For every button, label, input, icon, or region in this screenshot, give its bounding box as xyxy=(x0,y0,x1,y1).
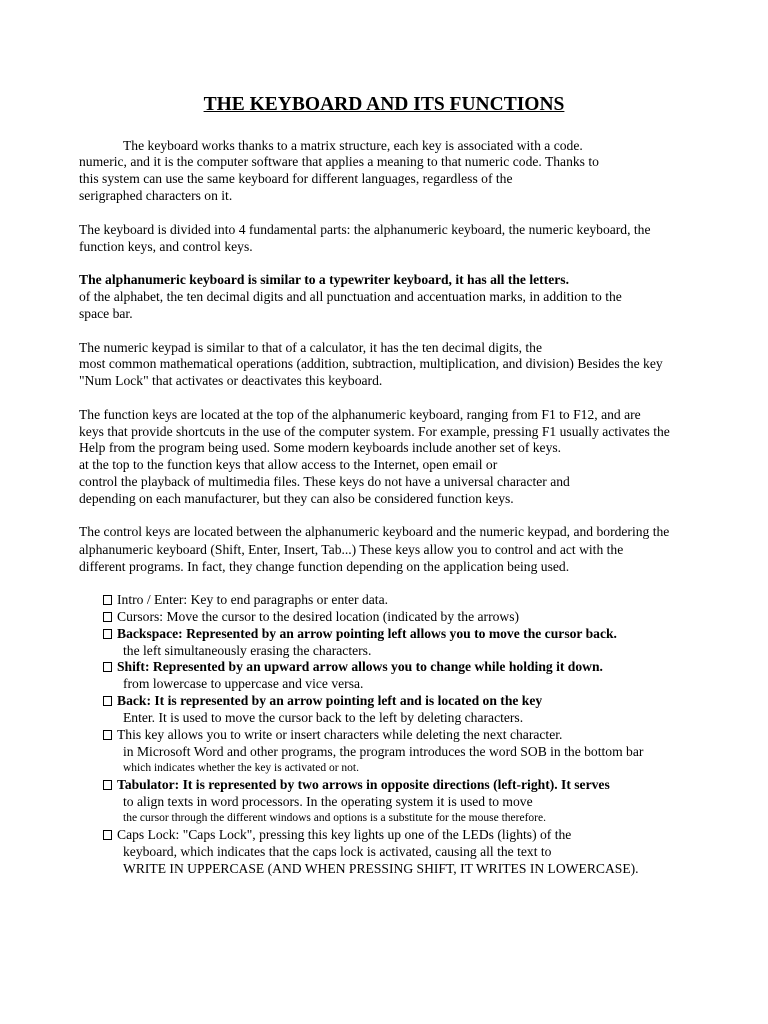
line-text: this system can use the same keyboard for different languages, regardless of the xyxy=(79,171,513,186)
bullet-box-icon xyxy=(103,612,112,622)
text-line xyxy=(79,288,622,305)
text-line xyxy=(79,355,663,372)
list-item xyxy=(103,726,562,743)
line-text: of the alphabet, the ten decimal digits and all punctuation and accentuation marks, in addition to the xyxy=(79,289,622,304)
line-text: Caps Lock: "Caps Lock", pressing this key lights up one of the LEDs (lights) of the xyxy=(117,827,572,842)
line-text: Backspace: Represented by an arrow pointing left allows you to move the cursor back. xyxy=(117,626,617,641)
text-line xyxy=(79,541,623,558)
text-line xyxy=(79,339,542,356)
line-text: keyboard, which indicates that the caps lock is activated, causing all the text to xyxy=(123,844,552,859)
text-line xyxy=(79,456,497,473)
line-text: control the playback of multimedia files. These keys do not have a universal character and xyxy=(79,474,570,489)
line-text: most common mathematical operations (addition, subtraction, multiplication, and division) Besides the key xyxy=(79,356,663,371)
text-line xyxy=(123,793,533,810)
line-text: numeric, and it is the computer software that applies a meaning to that numeric code. Thanks to xyxy=(79,154,599,169)
text-line xyxy=(79,523,669,540)
text-line xyxy=(123,642,371,659)
bullet-box-icon xyxy=(103,629,112,639)
line-text: The numeric keypad is similar to that of a calculator, it has the ten decimal digits, the xyxy=(79,340,543,355)
text-line xyxy=(123,860,639,877)
line-text: WRITE IN UPPERCASE (AND WHEN PRESSING SHIFT, IT WRITES IN LOWERCASE). xyxy=(123,861,639,876)
line-text: from lowercase to uppercase and vice versa. xyxy=(123,676,364,691)
line-text: This key allows you to write or insert characters while deleting the next character. xyxy=(117,727,563,742)
line-text: The function keys are located at the top of the alphanumeric keyboard, ranging from F1 to F12, and are xyxy=(79,407,641,422)
line-text: the cursor through the different windows and options is a substitute for the mouse therefore. xyxy=(123,812,546,824)
line-text: The keyboard is divided into 4 fundamental parts: the alphanumeric keyboard, the numeric keyboard, the xyxy=(79,222,651,237)
list-item xyxy=(103,591,388,608)
line-text: Intro / Enter: Key to end paragraphs or enter data. xyxy=(117,592,389,607)
text-line xyxy=(123,675,363,692)
line-text: The keyboard works thanks to a matrix structure, each key is associated with a code. xyxy=(123,138,583,153)
list-item xyxy=(103,826,571,843)
text-line xyxy=(123,743,643,760)
line-text: Tabulator: It is represented by two arrows in opposite directions (left-right). It serves xyxy=(117,777,610,792)
list-item xyxy=(103,692,542,709)
bullet-box-icon xyxy=(103,830,112,840)
line-text: Cursors: Move the cursor to the desired location (indicated by the arrows) xyxy=(117,609,520,624)
text-line xyxy=(79,473,570,490)
text-line xyxy=(79,372,382,389)
text-line xyxy=(79,490,514,507)
bullet-box-icon xyxy=(103,595,112,605)
list-item xyxy=(103,608,519,625)
text-line xyxy=(79,238,253,255)
line-text: The alphanumeric keyboard is similar to a typewriter keyboard, it has all the letters. xyxy=(79,272,569,287)
text-line xyxy=(79,423,670,440)
text-line xyxy=(79,439,561,456)
line-text: the left simultaneously erasing the characters. xyxy=(123,643,372,658)
line-text: Help from the program being used. Some modern keyboards include another set of keys. xyxy=(79,440,562,455)
line-text: Back: It is represented by an arrow pointing left and is located on the key xyxy=(117,693,543,708)
line-text: serigraphed characters on it. xyxy=(79,188,233,203)
line-text: function keys, and control keys. xyxy=(79,239,253,254)
list-item xyxy=(103,658,603,675)
text-line xyxy=(79,221,651,238)
bullet-box-icon xyxy=(103,662,112,672)
line-text: at the top to the function keys that allow access to the Internet, open email or xyxy=(79,457,498,472)
bullet-box-icon xyxy=(103,730,112,740)
line-text: alphanumeric keyboard (Shift, Enter, Insert, Tab...) These keys allow you to control and act with the xyxy=(79,542,624,557)
line-text: "Num Lock" that activates or deactivates this keyboard. xyxy=(79,373,383,388)
list-item xyxy=(103,625,617,642)
line-text: Shift: Represented by an upward arrow allows you to change while holding it down. xyxy=(117,659,603,674)
line-text: keys that provide shortcuts in the use of the computer system. For example, pressing F1 usually activates the xyxy=(79,424,670,439)
text-line xyxy=(79,305,133,322)
line-text: to align texts in word processors. In the operating system it is used to move xyxy=(123,794,533,809)
text-line xyxy=(79,153,599,170)
text-line xyxy=(79,558,569,575)
text-line xyxy=(123,709,523,726)
line-text: The control keys are located between the alphanumeric keyboard and the numeric keypad, and bordering the xyxy=(79,524,670,539)
line-text: different programs. In fact, they change function depending on the application being used. xyxy=(79,559,570,574)
bullet-box-icon xyxy=(103,696,112,706)
line-text: depending on each manufacturer, but they can also be considered function keys. xyxy=(79,491,514,506)
text-line xyxy=(79,271,569,288)
line-text: in Microsoft Word and other programs, the program introduces the word SOB in the bottom bar xyxy=(123,744,644,759)
bullet-box-icon xyxy=(103,780,112,790)
line-text: Enter. It is used to move the cursor back to the left by deleting characters. xyxy=(123,710,524,725)
text-line xyxy=(123,843,551,860)
line-text: which indicates whether the key is activated or not. xyxy=(123,762,359,774)
page-title: THE KEYBOARD AND ITS FUNCTIONS xyxy=(203,94,565,115)
text-line xyxy=(79,406,641,423)
text-line xyxy=(79,170,512,187)
list-item xyxy=(103,776,610,793)
line-text: space bar. xyxy=(79,306,133,321)
text-line xyxy=(123,760,359,777)
text-line xyxy=(123,810,546,827)
text-line xyxy=(123,137,583,154)
text-line xyxy=(79,187,232,204)
